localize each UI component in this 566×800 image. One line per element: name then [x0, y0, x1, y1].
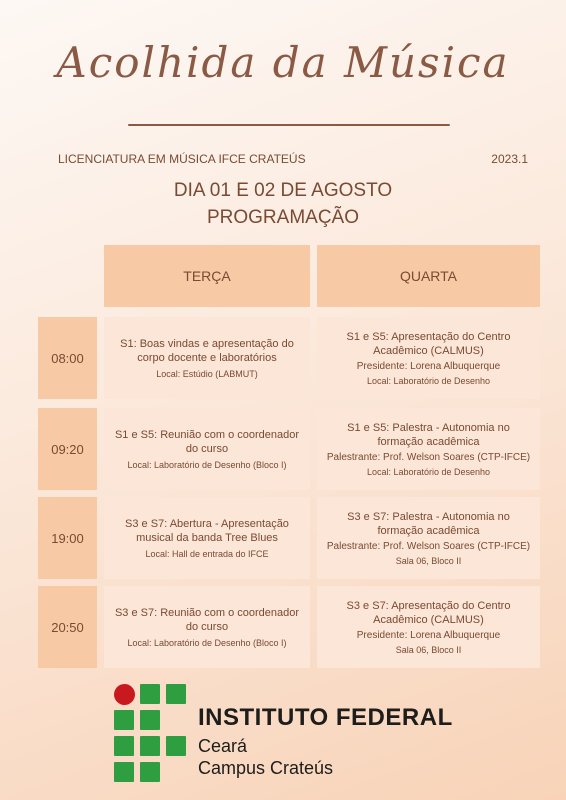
- schedule-cell-tuesday: [104, 586, 310, 668]
- schedule-cell-wednesday: [317, 497, 540, 579]
- session-location: Sala 06, Bloco II: [395, 555, 462, 566]
- institution-state: Ceará: [198, 736, 248, 756]
- session-location: Local: Laboratório de Desenho: [366, 466, 491, 477]
- schedule-cell-wednesday: [317, 586, 540, 668]
- course-label: LICENCIATURA EM MÚSICA IFCE CRATEÚS: [58, 152, 306, 166]
- session-title: S3 e S7: Apresentação do Centro Acadêmico (CALMUS): [346, 599, 511, 626]
- session-title: S3 e S7: Reunião com o coordenador do curso: [114, 606, 300, 633]
- session-person: Palestrante: Prof. Welson Soares (CTP-IFCE): [326, 540, 531, 552]
- institution-name: INSTITUTO FEDERAL: [198, 704, 453, 731]
- program-heading: PROGRAMAÇÃO: [206, 207, 360, 228]
- session-title: S1 e S5: Apresentação do Centro Acadêmico (CALMUS): [346, 330, 511, 357]
- time-cell: 20:50: [38, 586, 97, 668]
- schedule-cell-tuesday: [104, 408, 310, 490]
- session-location: Sala 06, Bloco II: [395, 644, 462, 655]
- session-title: S3 e S7: Abertura - Apresentação musical da banda Tree Blues: [125, 517, 289, 544]
- time-cell: 09:20: [38, 408, 97, 490]
- session-title: S3 e S7: Palestra - Autonomia no formação acadêmica: [347, 510, 510, 537]
- column-header-wednesday: QUARTA: [317, 245, 540, 307]
- event-title: Acolhida da Música: [56, 38, 510, 87]
- schedule-cell-tuesday: [104, 497, 310, 579]
- session-location: Local: Estúdio (LABMUT): [156, 368, 258, 379]
- schedule-cell-tuesday: [104, 317, 310, 399]
- session-title: S1 e S5: Palestra - Autonomia no formação acadêmica: [347, 421, 510, 448]
- session-location: Local: Laboratório de Desenho (Bloco I): [127, 637, 287, 648]
- session-person: Presidente: Lorena Albuquerque: [356, 360, 501, 372]
- schedule-cell-wednesday: [317, 317, 540, 399]
- institution-campus: Campus Crateús: [198, 758, 334, 778]
- time-cell: 19:00: [38, 497, 97, 579]
- time-cell: 08:00: [38, 317, 97, 399]
- session-person: Presidente: Lorena Albuquerque: [356, 629, 501, 641]
- title-underline: [128, 124, 450, 126]
- session-location: Local: Laboratório de Desenho (Bloco I): [127, 459, 287, 470]
- session-location: Local: Hall de entrada do IFCE: [145, 548, 269, 559]
- session-location: Local: Laboratório de Desenho: [366, 375, 491, 386]
- schedule-cell-wednesday: [317, 408, 540, 490]
- institute-logo-icon: [114, 684, 186, 784]
- column-header-tuesday: TERÇA: [104, 245, 310, 307]
- session-title: S1 e S5: Reunião com o coordenador do curso: [114, 428, 300, 455]
- session-person: Palestrante: Prof. Welson Soares (CTP-IFCE): [326, 451, 531, 463]
- semester-label: 2023.1: [491, 152, 528, 166]
- event-dates: DIA 01 E 02 DE AGOSTO: [173, 180, 393, 201]
- session-title: S1: Boas vindas e apresentação do corpo docente e laboratórios: [120, 337, 294, 364]
